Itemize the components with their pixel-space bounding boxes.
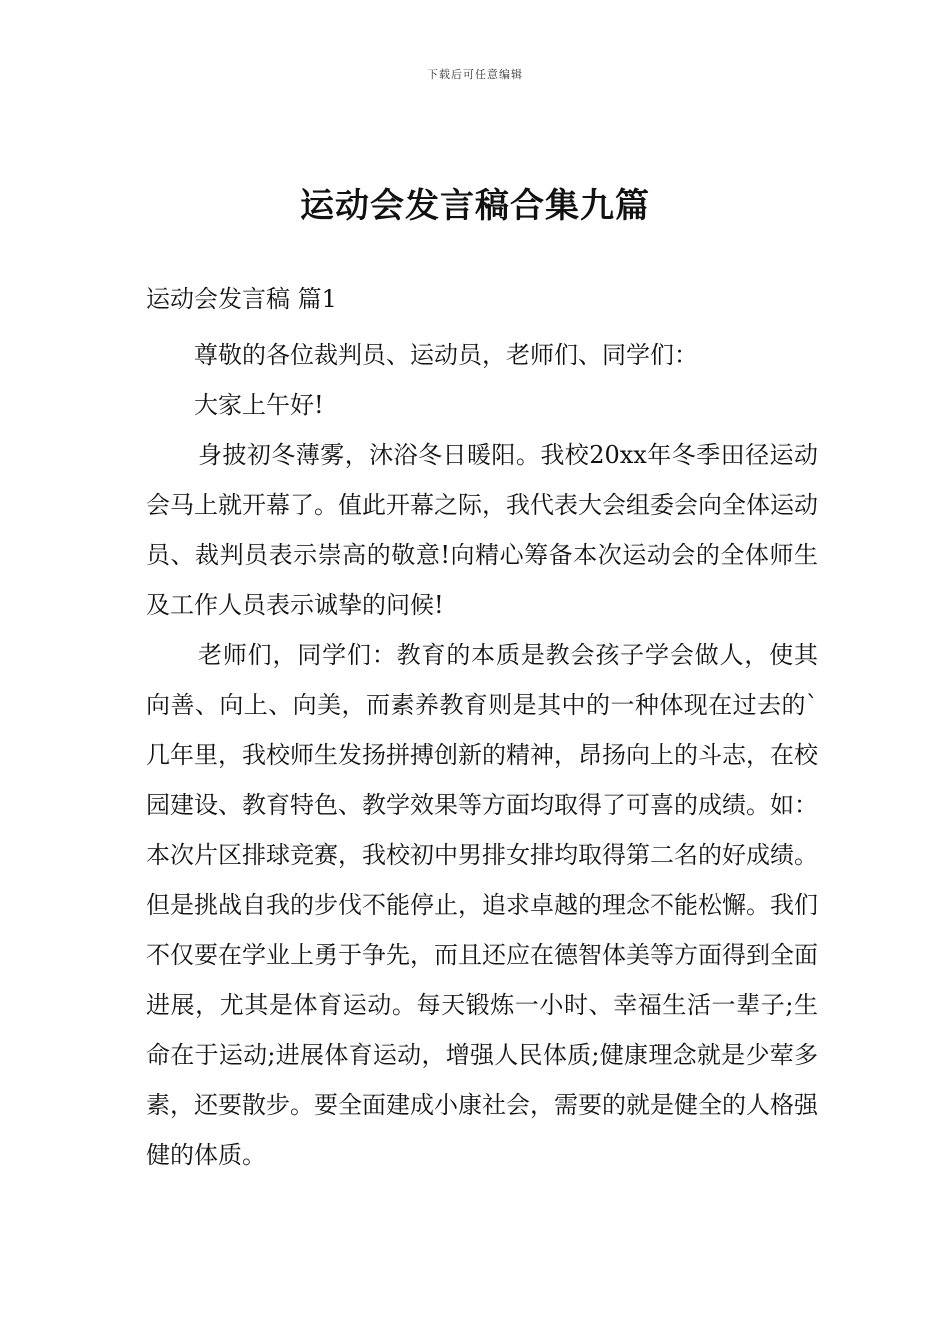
document-title: 运动会发言稿合集九篇 [300,186,650,226]
section-heading: 运动会发言稿 篇1 [146,285,337,313]
paragraph: 老师们，同学们：教育的本质是教会孩子学会做人，使其向善、向上、向美，而素养教育则是其中的一种体现在过去的`几年里，我校师生发扬拼搏创新的精神，昂扬向上的斗志，在校园建设、教育特色、教学效果等方面均取得了可喜的成绩。如：本次片区排球竞赛，我校初中男排女排均取得第二名的好成绩。但是挑战自我的步伐不能停止，追求卓越的理念不能松懈。我们不仅要在学业上勇于争先，而且还应在德智体美等方面得到全面进展，尤其是体育运动。每天锻炼一小时、幸福生活一辈子;生命在于运动;进展体育运动，增强人民体质;健康理念就是少荤多素，还要散步。要全面建成小康社会，需要的就是健全的人格强健的体质。 [146,641,818,1169]
salutation: 尊敬的各位裁判员、运动员，老师们、同学们： [194,341,698,369]
header-note: 下载后可任意编辑 [427,68,523,81]
greeting: 大家上午好! [194,391,324,419]
paragraph: 身披初冬薄雾，沐浴冬日暖阳。我校20xx年冬季田径运动会马上就开幕了。值此开幕之际，我代表大会组委会向全体运动员、裁判员表示崇高的敬意!向精心筹备本次运动会的全体师生及工作人员表示诚挚的问候! [146,441,818,619]
document-body [146,281,818,1180]
